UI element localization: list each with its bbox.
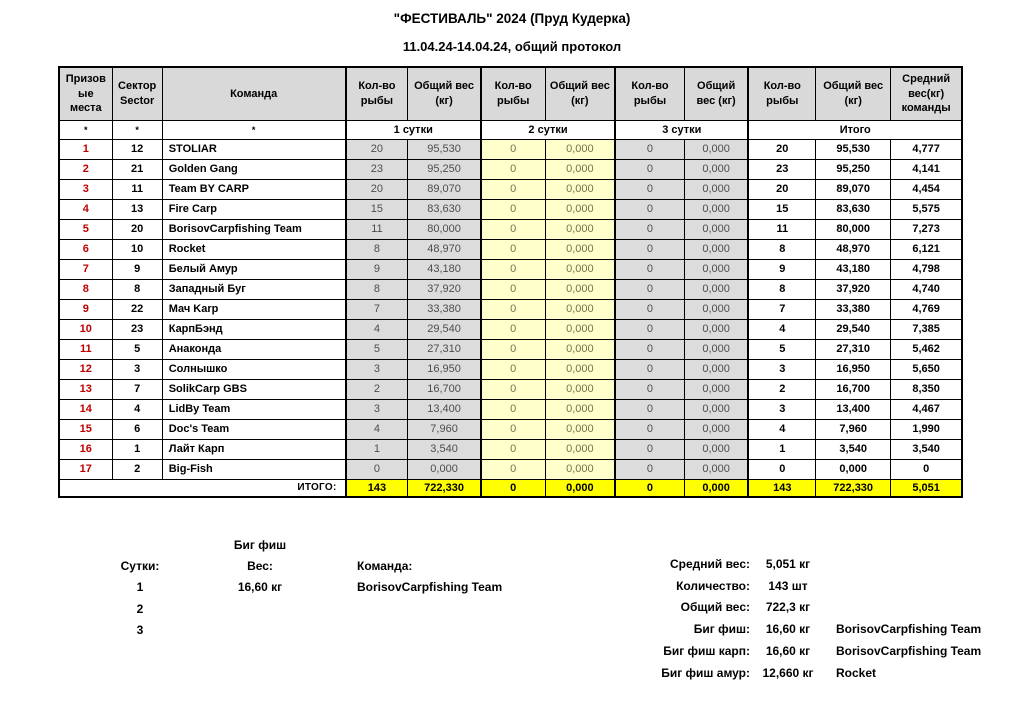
cell-d2-count: 0	[481, 419, 545, 439]
bigfish-col-day: Сутки:	[120, 558, 160, 573]
cell-team: Западный Буг	[162, 279, 345, 299]
cell-d1-count: 1	[346, 439, 408, 459]
col-header-places: Призовые места	[59, 67, 112, 120]
table-row	[59, 439, 962, 459]
cell-d3-count: 0	[615, 359, 684, 379]
cell-d3-count: 0	[615, 239, 684, 259]
cell-d2-count: 0	[481, 259, 545, 279]
cell-place: 1	[59, 139, 112, 159]
table-row	[59, 159, 962, 179]
col-header-d2-weight: Общий вес (кг)	[545, 67, 615, 120]
cell-d1-weight: 95,250	[408, 159, 481, 179]
cell-team: КарпБэнд	[162, 319, 345, 339]
cell-sector: 4	[112, 399, 162, 419]
cell-total-count: 15	[748, 199, 815, 219]
cell-total-weight: 27,310	[816, 339, 891, 359]
cell-place: 7	[59, 259, 112, 279]
cell-d2-count: 0	[481, 219, 545, 239]
summary-value: 16,60 кг	[765, 644, 811, 659]
cell-total-weight: 0,000	[816, 459, 891, 479]
cell-total-weight: 7,960	[816, 419, 891, 439]
cell-d1-weight: 37,920	[408, 279, 481, 299]
cell-d3-weight: 0,000	[684, 139, 748, 159]
cell-team: Golden Gang	[162, 159, 345, 179]
cell-total-count: 1	[748, 439, 815, 459]
page-title: "ФЕСТИВАЛЬ" 2024 (Пруд Кудерка)	[393, 11, 631, 26]
cell-d1-weight: 27,310	[408, 339, 481, 359]
cell-avg: 0	[891, 459, 962, 479]
cell-avg: 4,798	[891, 259, 962, 279]
cell-d1-weight: 29,540	[408, 319, 481, 339]
col-header-total-count: Кол-во рыбы	[748, 67, 815, 120]
table-row	[59, 259, 962, 279]
cell-d1-count: 9	[346, 259, 408, 279]
cell-place: 16	[59, 439, 112, 459]
cell-d2-count: 0	[481, 379, 545, 399]
total-avg: 5,051	[891, 479, 962, 497]
subheader-total: Итого	[748, 120, 962, 139]
cell-d3-count: 0	[615, 379, 684, 399]
page-subtitle: 11.04.24-14.04.24, общий протокол	[402, 39, 622, 54]
subheader-row	[59, 120, 962, 139]
cell-d3-weight: 0,000	[684, 279, 748, 299]
total-row	[59, 479, 962, 497]
cell-d3-count: 0	[615, 319, 684, 339]
summary-grid	[558, 553, 1024, 684]
cell-d1-count: 4	[346, 419, 408, 439]
cell-total-weight: 48,970	[816, 239, 891, 259]
bigfish-col-weight: Вес:	[247, 558, 273, 573]
cell-place: 13	[59, 379, 112, 399]
summary-label: Количество:	[676, 578, 750, 593]
cell-d1-weight: 33,380	[408, 299, 481, 319]
bigfish-team: BorisovCarpfishing Team	[357, 580, 503, 595]
cell-d1-count: 3	[346, 399, 408, 419]
cell-d3-weight: 0,000	[684, 359, 748, 379]
cell-place: 9	[59, 299, 112, 319]
cell-sector: 5	[112, 339, 162, 359]
subheader-day1: 1 сутки	[346, 120, 481, 139]
cell-d3-count: 0	[615, 339, 684, 359]
cell-team: Doc's Team	[162, 419, 345, 439]
cell-avg: 5,462	[891, 339, 962, 359]
table-row	[59, 359, 962, 379]
table-row	[59, 399, 962, 419]
cell-d3-weight: 0,000	[684, 439, 748, 459]
summary-value: 722,3 кг	[765, 600, 811, 615]
summary-label: Общий вес:	[680, 600, 750, 615]
cell-d3-weight: 0,000	[684, 259, 748, 279]
cell-d1-weight: 16,950	[408, 359, 481, 379]
cell-d2-count: 0	[481, 359, 545, 379]
bigfish-day: 1	[136, 580, 144, 595]
cell-d2-weight: 0,000	[545, 139, 615, 159]
bigfish-title: Биг фиш	[233, 538, 287, 552]
summary-value: 12,660 кг	[762, 665, 814, 680]
cell-d1-count: 11	[346, 219, 408, 239]
cell-total-weight: 37,920	[816, 279, 891, 299]
cell-d3-count: 0	[615, 279, 684, 299]
cell-d1-weight: 43,180	[408, 259, 481, 279]
cell-d2-weight: 0,000	[545, 179, 615, 199]
cell-sector: 13	[112, 199, 162, 219]
cell-total-count: 0	[748, 459, 815, 479]
cell-d2-weight: 0,000	[545, 359, 615, 379]
summary-label: Биг фиш:	[693, 622, 750, 637]
cell-total-count: 23	[748, 159, 815, 179]
cell-d3-weight: 0,000	[684, 199, 748, 219]
cell-d3-count: 0	[615, 399, 684, 419]
cell-d3-count: 0	[615, 219, 684, 239]
cell-d2-weight: 0,000	[545, 379, 615, 399]
subheader-day3: 3 сутки	[615, 120, 748, 139]
subheader-sector: *	[112, 120, 162, 139]
cell-place: 4	[59, 199, 112, 219]
cell-team: BorisovCarpfishing Team	[162, 219, 345, 239]
cell-d2-weight: 0,000	[545, 279, 615, 299]
cell-total-count: 20	[748, 139, 815, 159]
cell-d2-count: 0	[481, 399, 545, 419]
summary-label: Средний вес:	[669, 556, 750, 571]
cell-place: 8	[59, 279, 112, 299]
cell-total-weight: 16,950	[816, 359, 891, 379]
cell-d2-count: 0	[481, 239, 545, 259]
cell-sector: 20	[112, 219, 162, 239]
summary-value: 143 шт	[768, 578, 808, 593]
table-row	[59, 239, 962, 259]
cell-d3-weight: 0,000	[684, 239, 748, 259]
cell-total-weight: 80,000	[816, 219, 891, 239]
cell-sector: 7	[112, 379, 162, 399]
cell-d2-weight: 0,000	[545, 159, 615, 179]
cell-d1-count: 4	[346, 319, 408, 339]
col-header-d3-count: Кол-во рыбы	[615, 67, 684, 120]
cell-sector: 6	[112, 419, 162, 439]
cell-sector: 22	[112, 299, 162, 319]
cell-d3-count: 0	[615, 439, 684, 459]
bigfish-day: 3	[136, 623, 144, 638]
cell-d3-weight: 0,000	[684, 379, 748, 399]
cell-team: Big-Fish	[162, 459, 345, 479]
cell-team: Анаконда	[162, 339, 345, 359]
cell-d1-count: 23	[346, 159, 408, 179]
summary-value: 5,051 кг	[765, 556, 811, 571]
cell-total-weight: 95,250	[816, 159, 891, 179]
cell-place: 6	[59, 239, 112, 259]
cell-total-weight: 33,380	[816, 299, 891, 319]
cell-place: 15	[59, 419, 112, 439]
cell-d3-count: 0	[615, 139, 684, 159]
col-header-d1-count: Кол-во рыбы	[346, 67, 408, 120]
col-header-d3-weight: Общий вес (кг)	[684, 67, 748, 120]
cell-total-weight: 3,540	[816, 439, 891, 459]
cell-team: Fire Carp	[162, 199, 345, 219]
cell-d2-count: 0	[481, 439, 545, 459]
summary-team: BorisovCarpfishing Team	[836, 644, 982, 659]
summary-block	[558, 553, 1024, 684]
cell-sector: 10	[112, 239, 162, 259]
cell-total-weight: 13,400	[816, 399, 891, 419]
cell-d3-weight: 0,000	[684, 399, 748, 419]
summary-value: 16,60 кг	[765, 622, 811, 637]
subheader-places: *	[59, 120, 112, 139]
cell-d2-count: 0	[481, 159, 545, 179]
cell-d2-count: 0	[481, 299, 545, 319]
cell-d2-weight: 0,000	[545, 339, 615, 359]
cell-d1-count: 7	[346, 299, 408, 319]
cell-d2-count: 0	[481, 339, 545, 359]
cell-d1-weight: 0,000	[408, 459, 481, 479]
total-d1-count: 143	[346, 479, 408, 497]
cell-d2-weight: 0,000	[545, 439, 615, 459]
cell-sector: 2	[112, 459, 162, 479]
cell-sector: 12	[112, 139, 162, 159]
cell-avg: 4,769	[891, 299, 962, 319]
table-row	[59, 339, 962, 359]
cell-d1-count: 2	[346, 379, 408, 399]
cell-d3-weight: 0,000	[684, 219, 748, 239]
cell-d1-weight: 13,400	[408, 399, 481, 419]
cell-d3-weight: 0,000	[684, 339, 748, 359]
col-header-avg: Средний вес(кг) команды	[891, 67, 962, 120]
table-row	[59, 419, 962, 439]
cell-avg: 5,575	[891, 199, 962, 219]
table-row	[59, 279, 962, 299]
cell-d3-count: 0	[615, 419, 684, 439]
cell-total-count: 4	[748, 319, 815, 339]
subheader-day2: 2 сутки	[481, 120, 615, 139]
total-label: ИТОГО:	[59, 479, 346, 497]
cell-d2-weight: 0,000	[545, 259, 615, 279]
cell-team: Лайт Карп	[162, 439, 345, 459]
cell-place: 11	[59, 339, 112, 359]
cell-d3-weight: 0,000	[684, 299, 748, 319]
cell-total-count: 8	[748, 239, 815, 259]
cell-d1-count: 20	[346, 139, 408, 159]
cell-total-count: 20	[748, 179, 815, 199]
table-row	[59, 179, 962, 199]
total-total-count: 143	[748, 479, 815, 497]
cell-avg: 4,777	[891, 139, 962, 159]
cell-d3-count: 0	[615, 179, 684, 199]
cell-team: Солнышко	[162, 359, 345, 379]
cell-d2-weight: 0,000	[545, 459, 615, 479]
cell-d2-count: 0	[481, 319, 545, 339]
cell-total-weight: 83,630	[816, 199, 891, 219]
col-header-total-weight: Общий вес (кг)	[816, 67, 891, 120]
cell-avg: 4,467	[891, 399, 962, 419]
cell-d3-weight: 0,000	[684, 319, 748, 339]
cell-d1-weight: 80,000	[408, 219, 481, 239]
cell-d2-weight: 0,000	[545, 199, 615, 219]
table-row	[59, 459, 962, 479]
summary-label: Биг фиш карп:	[663, 644, 750, 659]
cell-d1-count: 8	[346, 279, 408, 299]
cell-total-count: 9	[748, 259, 815, 279]
table-row	[59, 199, 962, 219]
total-total-weight: 722,330	[816, 479, 891, 497]
cell-d3-count: 0	[615, 159, 684, 179]
cell-d1-weight: 95,530	[408, 139, 481, 159]
cell-sector: 21	[112, 159, 162, 179]
cell-d2-weight: 0,000	[545, 399, 615, 419]
cell-avg: 4,141	[891, 159, 962, 179]
cell-d2-weight: 0,000	[545, 299, 615, 319]
cell-place: 12	[59, 359, 112, 379]
cell-d1-count: 8	[346, 239, 408, 259]
cell-d3-weight: 0,000	[684, 419, 748, 439]
cell-team: LidBy Team	[162, 399, 345, 419]
cell-d1-weight: 83,630	[408, 199, 481, 219]
cell-total-count: 8	[748, 279, 815, 299]
cell-avg: 6,121	[891, 239, 962, 259]
cell-d2-count: 0	[481, 139, 545, 159]
cell-avg: 5,650	[891, 359, 962, 379]
cell-total-count: 3	[748, 359, 815, 379]
cell-d1-count: 5	[346, 339, 408, 359]
cell-total-weight: 43,180	[816, 259, 891, 279]
cell-sector: 23	[112, 319, 162, 339]
cell-d1-weight: 48,970	[408, 239, 481, 259]
cell-total-weight: 16,700	[816, 379, 891, 399]
cell-d1-count: 15	[346, 199, 408, 219]
cell-team: Белый Амур	[162, 259, 345, 279]
cell-d3-count: 0	[615, 459, 684, 479]
cell-d1-count: 0	[346, 459, 408, 479]
bigfish-weight: 16,60 кг	[237, 580, 283, 595]
cell-avg: 7,385	[891, 319, 962, 339]
cell-d2-weight: 0,000	[545, 219, 615, 239]
table-body	[59, 139, 962, 479]
cell-team: STOLIAR	[162, 139, 345, 159]
cell-team: Team BY CARP	[162, 179, 345, 199]
summary-team: BorisovCarpfishing Team	[836, 622, 982, 637]
cell-place: 17	[59, 459, 112, 479]
total-d2-count: 0	[481, 479, 545, 497]
cell-avg: 4,740	[891, 279, 962, 299]
col-header-d1-weight: Общий вес (кг)	[408, 67, 481, 120]
header-row	[59, 67, 962, 120]
cell-place: 5	[59, 219, 112, 239]
subheader-team: *	[162, 120, 345, 139]
total-d3-count: 0	[615, 479, 684, 497]
cell-sector: 9	[112, 259, 162, 279]
cell-d3-weight: 0,000	[684, 159, 748, 179]
cell-d1-count: 20	[346, 179, 408, 199]
cell-d1-weight: 16,700	[408, 379, 481, 399]
col-header-d2-count: Кол-во рыбы	[481, 67, 545, 120]
cell-team: Мач Karp	[162, 299, 345, 319]
summary-team: Rocket	[836, 665, 877, 680]
cell-place: 2	[59, 159, 112, 179]
cell-avg: 1,990	[891, 419, 962, 439]
cell-d1-weight: 89,070	[408, 179, 481, 199]
summary-label: Биг фиш амур:	[661, 665, 750, 680]
table-row	[59, 139, 962, 159]
cell-d3-count: 0	[615, 199, 684, 219]
cell-place: 3	[59, 179, 112, 199]
table-row	[59, 319, 962, 339]
cell-d1-weight: 7,960	[408, 419, 481, 439]
cell-total-weight: 29,540	[816, 319, 891, 339]
cell-total-count: 2	[748, 379, 815, 399]
cell-total-count: 4	[748, 419, 815, 439]
cell-avg: 3,540	[891, 439, 962, 459]
cell-d1-weight: 3,540	[408, 439, 481, 459]
cell-team: SolikCarp GBS	[162, 379, 345, 399]
cell-d2-count: 0	[481, 179, 545, 199]
cell-sector: 1	[112, 439, 162, 459]
cell-total-count: 5	[748, 339, 815, 359]
cell-d3-weight: 0,000	[684, 179, 748, 199]
cell-d3-weight: 0,000	[684, 459, 748, 479]
cell-d2-weight: 0,000	[545, 319, 615, 339]
cell-total-count: 11	[748, 219, 815, 239]
cell-d2-count: 0	[481, 279, 545, 299]
cell-total-weight: 89,070	[816, 179, 891, 199]
cell-d3-count: 0	[615, 299, 684, 319]
cell-d3-count: 0	[615, 259, 684, 279]
cell-d1-count: 3	[346, 359, 408, 379]
bigfish-col-team: Команда:	[357, 558, 413, 573]
cell-avg: 7,273	[891, 219, 962, 239]
cell-sector: 8	[112, 279, 162, 299]
cell-avg: 8,350	[891, 379, 962, 399]
cell-d2-count: 0	[481, 459, 545, 479]
cell-sector: 11	[112, 179, 162, 199]
total-d1-weight: 722,330	[408, 479, 481, 497]
total-d2-weight: 0,000	[545, 479, 615, 497]
cell-sector: 3	[112, 359, 162, 379]
cell-place: 10	[59, 319, 112, 339]
cell-total-count: 7	[748, 299, 815, 319]
cell-team: Rocket	[162, 239, 345, 259]
bigfish-day: 2	[136, 601, 144, 616]
cell-total-weight: 95,530	[816, 139, 891, 159]
cell-d2-weight: 0,000	[545, 239, 615, 259]
table-row	[59, 379, 962, 399]
cell-d2-count: 0	[481, 199, 545, 219]
cell-d2-weight: 0,000	[545, 419, 615, 439]
protocol-table	[58, 66, 963, 498]
col-header-team: Команда	[162, 67, 345, 120]
total-d3-weight: 0,000	[684, 479, 748, 497]
table-row	[59, 299, 962, 319]
col-header-sector: Сектор Sector	[112, 67, 162, 120]
table-row	[59, 219, 962, 239]
cell-total-count: 3	[748, 399, 815, 419]
cell-place: 14	[59, 399, 112, 419]
cell-avg: 4,454	[891, 179, 962, 199]
